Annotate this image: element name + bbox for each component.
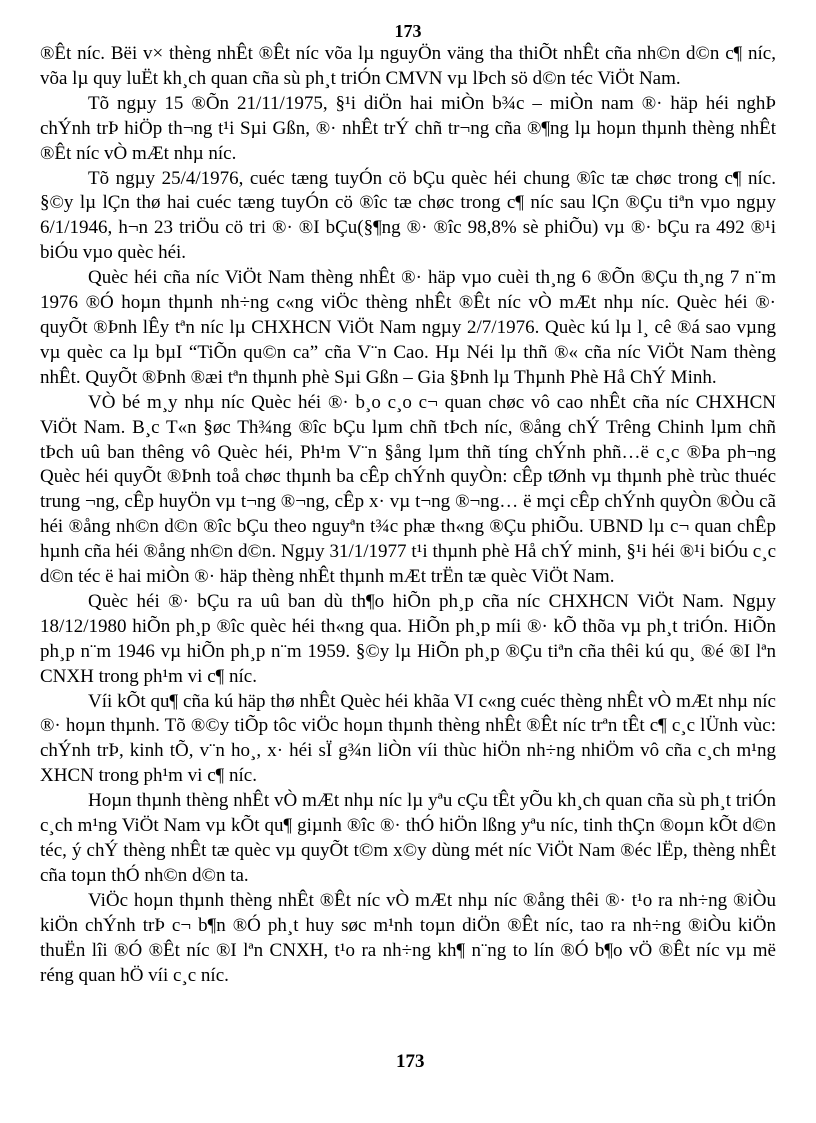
paragraph-1: ®Êt níc. Bëi v× thèng nhÊt ®Êt níc võa lµ nguyÖn väng tha thiÕt nhÊt cña nh©n d©n c¶ níc, võa lµ quy luËt kh¸ch quan cña sù ph¸t triÓn CMVN vµ lÞch sö d©n téc ViÖt Nam. [40,43,776,89]
paragraph-7: Víi kÕt qu¶ cña kú häp thø nhÊt Quèc héi khãa VI c«ng cuéc thèng nhÊt vÒ mÆt nhµ níc ®· hoµn thµnh. Tõ ®©y tiÕp tôc viÖc hoµn thµnh thèng nhÊt ®Êt níc trªn tÊt c¶ c¸c lÜnh vùc: chÝnh trÞ, kinh tÕ, v¨n ho¸, x· héi sÏ g¾n liÒn víi thùc hiÖn nh÷ng nhiÖm vô cña c¸ch m¹ng XHCN trong ph¹m vi c¶ níc. [40,690,776,787]
paragraph-4: Quèc héi cña níc ViÖt Nam thèng nhÊt ®· häp vµo cuèi th¸ng 6 ®Õn ®Çu th¸ng 7 n¨m 1976 ®Ó hoµn thµnh nh÷ng c«ng viÖc thèng nhÊt ®Êt níc vÒ mÆt nhµ níc. Quèc héi ®· quyÕt ®Þnh lÊy tªn níc lµ CHXHCN ViÖt Nam ngµy 2/7/1976. Quèc kú lµ l¸ cê ®á sao vµng vµ quèc ca lµ bµI “TiÕn qu©n ca” cña V¨n Cao. Hµ Néi lµ thñ ®« cña níc ViÖt Nam thèng nhÊt. QuyÕt ®Þnh ®æi tªn thµnh phè Sµi Gßn – Gia §Þnh lµ Thµnh Phè Hå ChÝ Minh. [40,267,776,388]
document-page [40,20,776,988]
page-number-top: 173 [394,21,422,41]
paragraph-2: Tõ ngµy 15 ®Õn 21/11/1975, §¹i diÖn hai miÒn b¾c – miÒn nam ®· häp héi nghÞ chÝnh trÞ hiÖp th¬ng t¹i Sµi Gßn, ®· nhÊt trÝ chñ tr¬ng cña ®¶ng lµ hoµn thµnh thèng nhÊt ®Êt níc vÒ mÆt nhµ níc. [40,92,776,164]
paragraph-5: VÒ bé m¸y nhµ níc Quèc héi ®· b¸o c¸o c¬ quan chøc vô cao nhÊt cña níc CHXHCN ViÖt Nam. B¸c T«n §øc Th¾ng ®îc bÇu lµm chñ tÞch níc, ®ång chÝ Trêng Chinh lµm chñ tÞch uû ban thêng vô Quèc héi, Ph¹m V¨n §ång lµm thñ tíng chÝnh phñ…ë c¸c ®Þa ph¬ng Quèc héi quyÕt ®Þnh toå chøc thµnh ba cÊp chÝnh quyÒn: cÊp tØnh vµ thµnh phè trùc thuéc trung ¬ng, cÊp huyÖn vµ t¬ng ®¬ng, cÊp x· vµ t¬ng ®¬ng… ë mçi cÊp chÝnh quyÒn ®Òu cã héi ®ång nh©n d©n ®îc bÇu theo nguyªn t¾c phæ th«ng ®Çu phiÕu. UBND lµ c¬ quan chÊp hµnh cña héi ®ång nh©n d©n. Ngµy 31/1/1977 t¹i thµnh phè Hå chÝ minh, §¹i héi ®¹i biÓu c¸c d©n téc ë hai miÒn ®· häp thèng nhÊt thµnh mÆt trËn tæ quèc ViÖt Nam. [40,391,776,588]
paragraph-3: Tõ ngµy 25/4/1976, cuéc tæng tuyÓn cö bÇu quèc héi chung ®îc tæ chøc trong c¶ níc. §©y lµ lÇn thø hai cuéc tæng tuyÓn cö ®îc tæ chøc trong c¶ níc sau lÇn ®Çu tiªn vµo ngµy 6/1/1946, h¬n 23 triÖu cö tri ®· ®I bÇu(§¶ng ®· ®îc 98,8% sè phiÕu) vµ ®· bÇu ra 492 ®¹i biÓu vµo quèc héi. [40,167,776,264]
page-number-bottom: 173 [396,1051,425,1072]
paragraph-9: ViÖc hoµn thµnh thèng nhÊt ®Êt níc vÒ mÆt nhµ níc ®ång thêi ®· t¹o ra nh÷ng ®iÒu kiÖn chÝnh trÞ c¬ b¶n ®Ó ph¸t huy søc m¹nh toµn diÖn ®Êt níc, tao ra nh÷ng ®iÒu kiÖn thuËn lîi ®Ó ®Êt níc ®I lªn CNXH, t¹o ra nh÷ng kh¶ n¨ng to lín ®Ó b¶o vÖ ®Êt níc vµ më réng quan hÖ víi c¸c níc. [40,889,776,986]
paragraph-6: Quèc héi ®· bÇu ra uû ban dù th¶o hiÕn ph¸p cña níc CHXHCN ViÖt Nam. Ngµy 18/12/1980 hiÕn ph¸p ®îc quèc héi th«ng qua. HiÕn ph¸p míi ®· kÕ thõa vµ ph¸t triÓn. HiÕn ph¸p n¨m 1946 vµ hiÕn ph¸p n¨m 1959. §©y lµ HiÕn ph¸p ®Çu tiªn cña thêi kú qu¸ ®é ®I lªn CNXH trong ph¹m vi c¶ níc. [40,590,776,687]
paragraph-8: Hoµn thµnh thèng nhÊt vÒ mÆt nhµ níc lµ yªu cÇu tÊt yÕu kh¸ch quan cña sù ph¸t triÓn c¸ch m¹ng ViÖt Nam vµ kÕt qu¶ giµnh ®îc ®· thÓ hiÖn lßng yªu níc, tinh thÇn ®oµn kÕt d©n téc, ý chÝ thèng nhÊt tæ quèc vµ quyÕt t©m x©y dùng mét níc ViÖt Nam ®éc lËp, thèng nhÊt cña toµn thÓ nh©n d©n ta. [40,790,776,886]
